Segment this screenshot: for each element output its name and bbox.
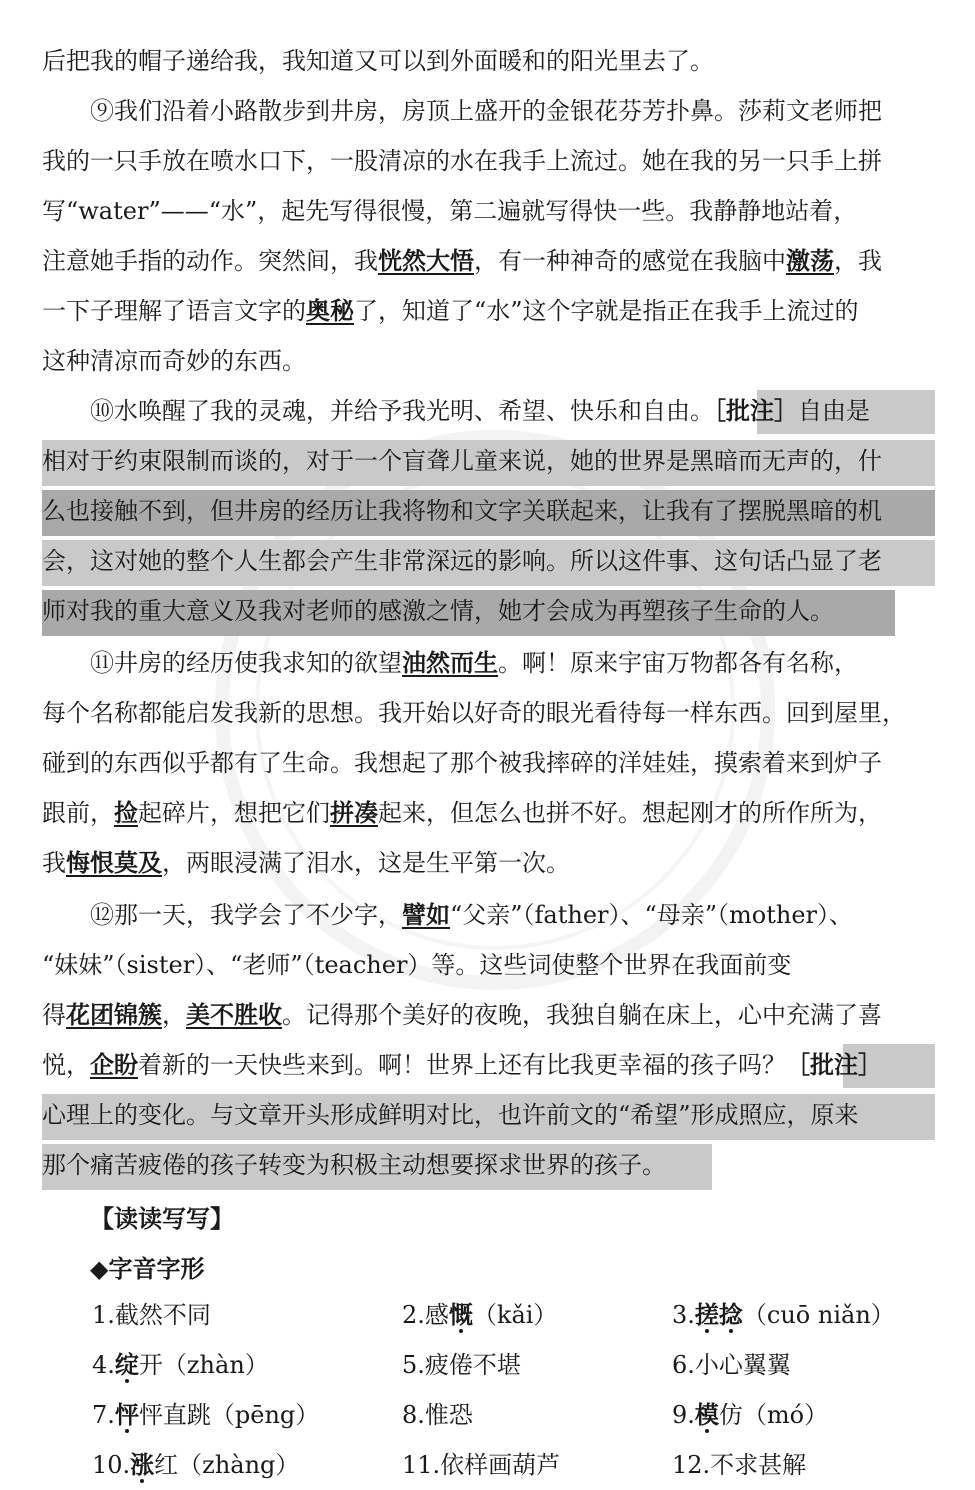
paragraph-11-line-1: ⑪井房的经历使我求知的欲望油然而生。啊！原来宇宙万物都各有名称， — [90, 648, 858, 677]
emphasized-char: 涨 — [130, 1450, 155, 1479]
emphasized-char: 模 — [694, 1400, 719, 1429]
paragraph-10-line-2: 相对于约束限制而谈的，对于一个盲聋儿童来说，她的世界是黑暗而无声的，什 — [42, 447, 882, 475]
keyword: 激荡 — [786, 246, 834, 275]
vocab-prefix: 1. — [92, 1301, 115, 1329]
vocab-text: 不求甚解 — [710, 1451, 807, 1479]
paragraph-12-line-1: ⑫那一天，我学会了不少字，譬如“父亲”（father）、“母亲”（mother）、 — [90, 900, 854, 929]
paragraph-12-line-2: “妹妹”（sister）、“老师”（teacher）等。这些词使整个世界在我面前变 — [42, 951, 792, 979]
vocab-text: 疲倦不堪 — [424, 1351, 521, 1379]
vocab-item — [672, 1290, 895, 1340]
vocab-item — [92, 1390, 319, 1440]
emphasized-char: 怦 — [114, 1400, 139, 1429]
vocab-item — [92, 1290, 211, 1340]
vocab-item — [402, 1440, 560, 1490]
paragraph-9-line-5: 一下子理解了语言文字的奥秘了，知道了“水”这个字就是指正在我手上流过的 — [42, 296, 859, 325]
paragraph-10-line-3: 么也接触不到，但井房的经历让我将物和文字关联起来，让我有了摆脱黑暗的机 — [42, 497, 882, 525]
keyword: 花团锦簇 — [66, 1000, 162, 1029]
paragraph-12-line-3: 得花团锦簇，美不胜收。记得那个美好的夜晚，我独自躺在床上，心中充满了喜 — [42, 1000, 882, 1029]
annotation-tag: ［批注］ — [714, 396, 798, 425]
paragraph-10-line-1: ⑩水唤醒了我的灵魂，并给予我光明、希望、快乐和自由。［批注］自由是 — [90, 396, 870, 425]
vocab-prefix: 3. — [672, 1301, 695, 1329]
paragraph-12-line-5: 心理上的变化。与文章开头形成鲜明对比，也许前文的“希望”形成照应，原来 — [42, 1101, 859, 1129]
vocab-prefix: 9. — [672, 1401, 695, 1429]
vocab-item — [672, 1440, 806, 1490]
paragraph-9-line-2: 我的一只手放在喷水口下，一股清凉的水在我手上流过。她在我的另一只手上拼 — [42, 147, 882, 175]
vocab-text: 红（zhàng） — [154, 1451, 300, 1479]
vocab-text: （cuō niǎn） — [742, 1301, 895, 1329]
keyword: 拼凑 — [330, 798, 378, 827]
paragraph-line: 后把我的帽子递给我，我知道又可以到外面暖和的阳光里去了。 — [42, 47, 714, 75]
paragraph-11-line-4: 跟前，捡起碎片，想把它们拼凑起来，但怎么也拼不好。想起刚才的所作所为， — [42, 798, 882, 827]
vocab-prefix: 4. — [92, 1351, 115, 1379]
vocab-item — [92, 1440, 299, 1490]
vocab-item — [672, 1340, 791, 1390]
paragraph-9-line-1: ⑨我们沿着小路散步到井房，房顶上盛开的金银花芬芳扑鼻。莎莉文老师把 — [90, 97, 882, 125]
vocab-prefix: 8. — [402, 1401, 425, 1429]
keyword: 企盼 — [90, 1050, 138, 1079]
keyword: 悔恨莫及 — [66, 848, 162, 877]
emphasized-char: 慨 — [448, 1300, 473, 1329]
vocab-prefix: 7. — [92, 1401, 115, 1429]
vocab-text: 依样画葫芦 — [440, 1451, 561, 1479]
paragraph-11-line-5: 我悔恨莫及，两眼浸满了泪水，这是生平第一次。 — [42, 848, 570, 877]
paragraph-9-line-3: 写“water”——“水”，起先写得很慢，第二遍就写得快一些。我静静地站着， — [42, 197, 858, 225]
section-title: 【读读写写】 — [90, 1204, 234, 1233]
emphasized-char: 绽 — [114, 1350, 139, 1379]
vocab-text: 仿（mó） — [718, 1401, 829, 1429]
vocab-prefix: 10. — [92, 1451, 131, 1479]
paragraph-10-line-4: 会，这对她的整个人生都会产生非常深远的影响。所以这件事、这句话凸显了老 — [42, 547, 882, 575]
vocab-item — [402, 1290, 557, 1340]
paragraph-11-line-2: 每个名称都能启发我新的思想。我开始以好奇的眼光看待每一样东西。回到屋里， — [42, 699, 906, 727]
keyword: 恍然大悟 — [378, 246, 474, 275]
keyword: 捡 — [114, 798, 138, 827]
vocab-prefix: 11. — [402, 1451, 441, 1479]
vocab-prefix: 12. — [672, 1451, 711, 1479]
vocab-item — [672, 1390, 828, 1440]
vocab-text: 小心翼翼 — [694, 1351, 791, 1379]
emphasized-char: 搓 — [694, 1300, 719, 1329]
vocab-item — [92, 1340, 269, 1390]
paragraph-10-line-5: 师对我的重大意义及我对老师的感激之情，她才会成为再塑孩子生命的人。 — [42, 597, 834, 625]
vocab-item — [402, 1340, 521, 1390]
paragraph-9-line-6: 这种清凉而奇妙的东西。 — [42, 347, 306, 375]
vocab-text: 截然不同 — [114, 1301, 211, 1329]
vocab-text: 开（zhàn） — [138, 1351, 269, 1379]
subsection-title: ◆字音字形 — [90, 1254, 205, 1283]
paragraph-11-line-3: 碰到的东西似乎都有了生命。我想起了那个被我摔碎的洋娃娃，摸索着来到炉子 — [42, 749, 882, 777]
paragraph-12-line-6: 那个痛苦疲倦的孩子转变为积极主动想要探求世界的孩子。 — [42, 1151, 666, 1179]
keyword: 奥秘 — [306, 296, 354, 325]
vocab-text: 怦直跳（pēng） — [138, 1401, 320, 1429]
vocab-prefix: 6. — [672, 1351, 695, 1379]
paragraph-12-line-4: 悦，企盼着新的一天快些来到。啊！世界上还有比我更幸福的孩子吗？［批注］ — [42, 1050, 882, 1079]
keyword: 油然而生 — [402, 648, 498, 677]
keyword: 譬如 — [402, 900, 450, 929]
paragraph-9-line-4: 注意她手指的动作。突然间，我恍然大悟，有一种神奇的感觉在我脑中激荡，我 — [42, 246, 882, 275]
vocab-prefix: 5. — [402, 1351, 425, 1379]
vocab-item — [402, 1390, 473, 1440]
keyword: 美不胜收 — [186, 1000, 282, 1029]
vocab-prefix: 2.感 — [402, 1301, 449, 1329]
annotation-tag: ［批注］ — [786, 1050, 882, 1079]
vocab-text: （kǎi） — [472, 1301, 558, 1329]
emphasized-char: 捻 — [718, 1300, 743, 1329]
vocab-text: 惟恐 — [424, 1401, 473, 1429]
